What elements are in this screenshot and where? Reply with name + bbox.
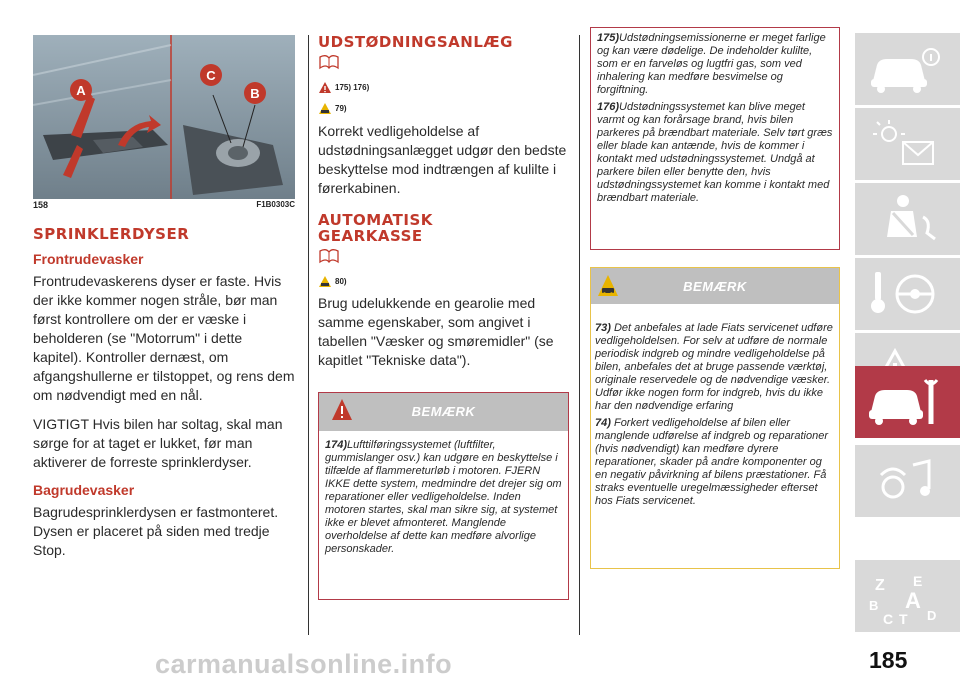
maintenance-icon [865, 374, 950, 430]
svg-text:Z: Z [875, 577, 885, 594]
warning-box [318, 392, 569, 600]
book-icon [318, 54, 340, 70]
page-number: 185 [869, 647, 908, 673]
note-text: Det anbefales at lade Fiats servicenet udføre vedligeholdelsen. For selv at udføre de normale periodisk indgreb og mindre vedligeholdelse på bilen, anbefales det at bruge passende værktøj, originale reservedele og de nødvendige væsker. Udfør ikke nogen form for indgreb, hvis du ikke har den nødvendige erfaring [595, 322, 833, 412]
note-number: 174) [325, 439, 348, 451]
note-text: Udstødningsemissionerne er meget farlige og kan være dødelige. De indeholder kulilte, som er en farveløs og lugtfri gas, som ved inhalering kan medføre besvimelse og forgiftning. [597, 32, 826, 96]
svg-text:E: E [913, 573, 923, 589]
paragraph: Korrekt vedligeholdelse af udstødningsanlægget udgør den bedste beskyttelse mod indtrængen af kulilte i førerkabinen. [318, 123, 567, 196]
caution-icon [318, 275, 332, 288]
note-number: 74) [595, 417, 611, 429]
warning-box-header [319, 393, 568, 431]
column-divider [579, 35, 580, 635]
caution-box-title: BEMÆRK [683, 279, 747, 294]
note-174 [325, 439, 562, 556]
warning-box-title: BEMÆRK [411, 404, 476, 419]
seatbelt-safety-icon [865, 191, 950, 247]
note-number: 176) [597, 101, 620, 113]
caution-box-header [591, 268, 839, 304]
caution-icon [318, 102, 332, 115]
svg-text:B: B [869, 598, 879, 613]
note-176 [597, 101, 833, 205]
note-text: Lufttilføringssystemet (luftfilter, gummislanger osv.) kan udgøre en beskyttelse i tilfælde af flammereturløb i motoren. FJERN IKKE dette system, medmindre det drejer sig om reparationer eller vedligeholdelse. Inden motoren startes, skal man sikre sig, at systemet ikke er blevet afmonteret. Manglende overholdelse af dette kan medføre alvorlige personskader. [325, 439, 562, 555]
note-number: 73) [595, 322, 611, 334]
paragraph: Frontrudevaskerens dyser er faste. Hvis der ikke kommer nogen stråle, bør man først kontrollere om der er væske i beholderen (se "Motorrum" i dette kapitel). Kontroller dernæst, om afgangshullerne er tilstoppet, og rens dem om nødvendigt med en nål. [33, 273, 295, 403]
index-icon [865, 568, 950, 628]
subheading-frontrudevasker: Frontrudevasker [33, 251, 144, 267]
sidebar-item-car-info[interactable] [855, 33, 960, 105]
warning-notes-box [590, 27, 840, 250]
book-icon [318, 248, 340, 264]
caution-box [590, 267, 840, 569]
paragraph: VIGTIGT Hvis bilen har soltag, skal man sørge for at taget er lukket, før man aktiverer de forreste sprinklerdyser. [33, 416, 283, 470]
sidebar-item-warning-lights[interactable] [855, 108, 960, 180]
note-reference: 175) 176) [335, 83, 370, 92]
middle-column [318, 34, 568, 370]
note-175 [597, 32, 833, 97]
watermark: carmanualsonline.info [155, 649, 453, 679]
paragraph: Brug udelukkende en gearolie med samme egenskaber, som angivet i tabellen "Væsker og smøremidler" (se kapitlet "Tekniske data"). [318, 295, 554, 368]
note-number: 175) [597, 32, 620, 44]
sidebar-item-multimedia[interactable] [855, 445, 960, 517]
svg-text:D: D [927, 608, 937, 623]
column-divider [308, 35, 309, 635]
sidebar-item-maintenance[interactable] [855, 366, 960, 438]
note-reference: 79) [335, 104, 347, 113]
svg-text:C: C [883, 611, 894, 627]
figure-number: 158 [33, 200, 49, 210]
note-74 [595, 417, 835, 508]
multimedia-icon [865, 453, 950, 509]
sidebar-item-starting-driving[interactable] [855, 258, 960, 330]
car-info-icon [865, 41, 950, 97]
sidebar-item-safety[interactable] [855, 183, 960, 255]
subheading-bagrudevasker: Bagrudevasker [33, 482, 135, 498]
svg-text:T: T [899, 611, 908, 627]
note-73 [595, 322, 835, 413]
sidebar-item-index[interactable] [855, 560, 960, 632]
warning-lights-icon [865, 116, 950, 172]
section-heading-automatisk: AUTOMATISK [318, 211, 433, 229]
label-c: C [206, 68, 216, 83]
label-a: A [76, 83, 86, 98]
left-column [33, 226, 295, 560]
svg-text:A: A [905, 588, 921, 613]
wiper-nozzle-figure [33, 35, 295, 215]
section-heading-sprinklerdyser: SPRINKLERDYSER [33, 225, 190, 243]
note-text: Udstødningssystemet kan blive meget varmt og kan forårsage brand, hvis bilen parkeres på brændbart materiale. Selv tørt græs eller blade kan antænde, hvis de kommer i kontakt med udstødningssystemet. Undgå at parkere bilen eller benytte den, hvis udstødningssystemet kan komme i kontakt med brændbart materiale. [597, 101, 833, 204]
section-heading-udstodningsanlaeg: UDSTØDNINGSANLÆG [318, 33, 513, 51]
key-steering-icon [865, 266, 950, 322]
paragraph: Bagrudesprinklerdysen er fastmonteret. Dysen er placeret på siden med tredje Stop. [33, 504, 279, 558]
figure-code: F1B0303C [256, 200, 295, 209]
warning-icon [318, 81, 332, 94]
note-reference: 80) [335, 277, 347, 286]
label-b: B [250, 86, 260, 101]
note-text: Forkert vedligeholdelse af bilen eller manglende udførelse af indgreb og reparationer (hvis nødvendigt) kan medføre dyrere reparationer, skader på andre komponenter og en negativ påvirkning af bilens præstationer. Få straks eventuelle uregelmæssigheder efterset hos Fiats servicenet. [595, 417, 828, 507]
section-heading-gearkasse: GEARKASSE [318, 227, 423, 245]
